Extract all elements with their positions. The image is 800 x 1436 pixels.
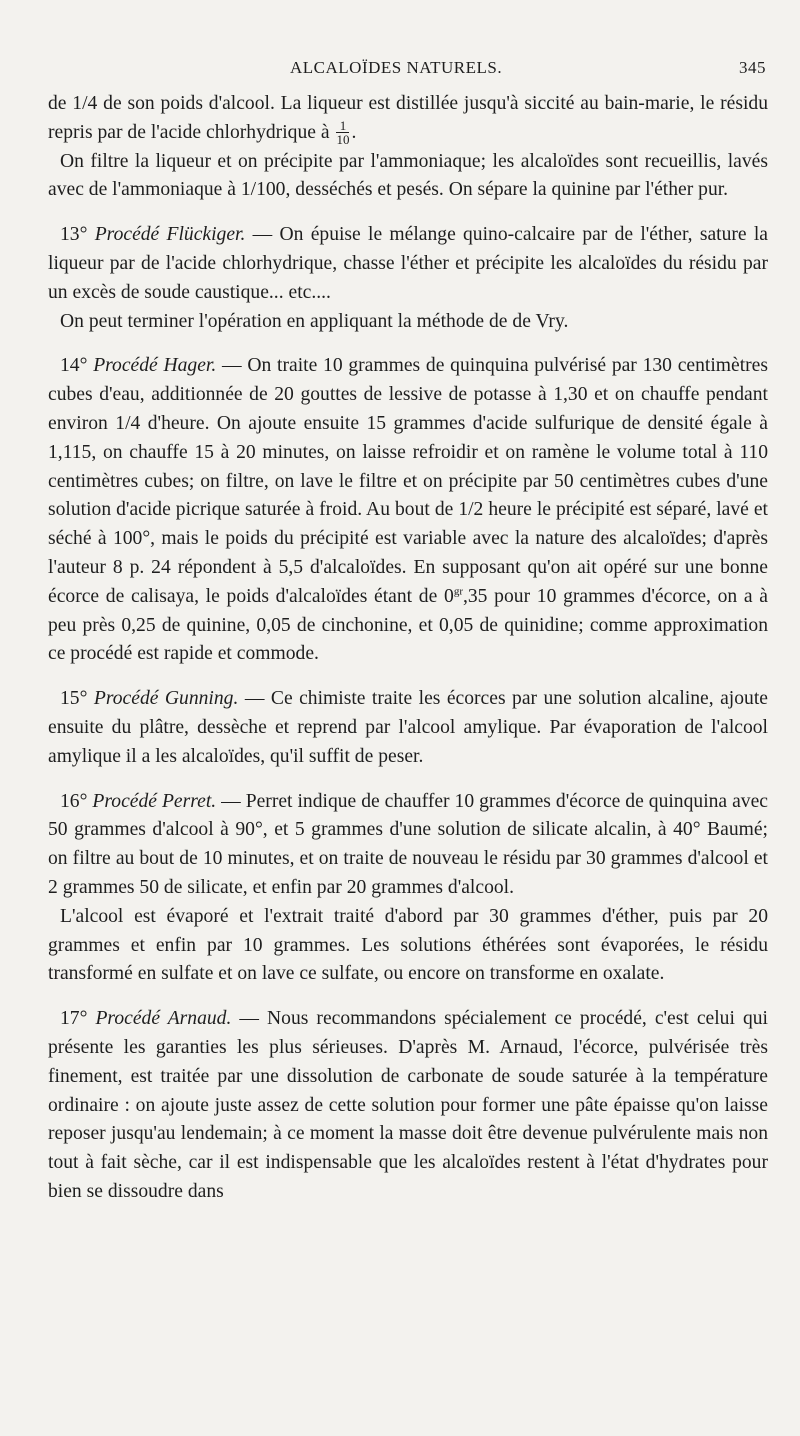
paragraph-precipitation: On filtre la liqueur et on précipite par l'ammoniaque; les alcaloïdes sont recueillis, lavés avec de l'ammoniaque à 1/100, desséchés et pesés. On sépare la quinine par l'éther pur. xyxy=(48,150,768,201)
section-text: — Ce chimiste traite les écorces par une solution alcaline, ajoute ensuite du plâtre, dessèche et reprend par l'alcool amylique. Par évaporation de l'alcool amylique il a les alcaloïdes, qu'il suffit de peser. xyxy=(48,688,768,767)
section-arnaud xyxy=(48,1005,768,1207)
section-text: ,35 pour 10 grammes d'écorce, on a à peu près 0,25 de quinine, 0,05 de cinchonine, et 0,05 de quinidine; comme approximation ce procédé est rapide et commode. xyxy=(48,585,769,665)
section-heading: Procédé Gunning. xyxy=(93,688,239,710)
section-heading: Procédé Flückiger. xyxy=(94,224,246,246)
section-gunning xyxy=(48,685,768,771)
section-text: — On traite 10 grammes de quinquina pulvérisé par 130 centimètres cubes d'eau, additionnée de 20 gouttes de lessive de potasse à 1,30 et on chauffe pendant environ 1/4 d'heure. On ajoute ensuite 15 grammes d'acide sulfurique de densité égale à 1,115, on chauffe 15 à 20 minutes, on laisse refroidir et on ramène le volume total à 110 centimètres cubes; on filtre, on lave le filtre et on précipite par 50 centimètres cubes d'une solution d'acide picrique saturée à froid. Au bout de 1/2 heure le précipité est séparé, lavé et séché à 100°, mais le poids du précipité est variable avec la nature des alcaloïdes; d'après l'auteur 8 p. 24 répondent à 5,5 d'alcaloïdes. En supposant qu'on ait opéré sur une bonne écorce de calisaya, le poids d'alcaloïdes étant de 0 xyxy=(48,355,769,607)
section-number: 14° xyxy=(60,355,88,377)
paragraph-evaporation: L'alcool est évaporé et l'extrait traité d'abord par 30 grammes d'éther, puis par 20 grammes et enfin par 10 grammes. Les solutions éthérées sont évaporées, le résidu transformé en sulfate et on lave ce sulfate, ou encore on transforme en oxalate. xyxy=(48,905,768,985)
section-number: 17° xyxy=(60,1008,88,1030)
section-number: 15° xyxy=(60,688,88,710)
section-heading: Procédé Perret. xyxy=(92,790,217,812)
section-fluckiger xyxy=(48,221,768,307)
fraction-denominator: 10 xyxy=(336,132,350,148)
section-text: — Nous recommandons spécialement ce procédé, c'est celui qui présente les garanties les plus sérieuses. D'après M. Arnaud, l'écorce, pulvérisée très finement, est traitée par une dissolution de carbonate de soude saturée à la température ordinaire : on ajoute juste assez de cette solution pour former une pâte épaisse qu'on laisse reposer jusqu'au lendemain; à ce moment la masse doit être devenue pulvérulente mais non tout à fait sèche, car il est indispensable que les alcaloïdes restent à l'état d'hydrates pour bien se dissoudre dans xyxy=(48,1008,768,1202)
running-header xyxy=(0,58,800,84)
section-perret xyxy=(48,788,768,903)
section-heading: Procédé Arnaud. xyxy=(95,1008,232,1030)
section-number: 16° xyxy=(60,790,88,812)
section-hager xyxy=(48,352,768,669)
section-text: — Perret indique de chauffer 10 grammes d'écorce de quinquina avec 50 grammes d'alcool à 90°, et 5 grammes d'une solution de silicate alcalin, à 40° Baumé; on filtre au bout de 10 minutes, et on traite de nouveau le résidu par 30 grammes d'alcool et 2 grammes 50 de silicate, et enfin par 20 grammes d'alcool. xyxy=(48,790,768,898)
paragraph-text: de 1/4 de son poids d'alcool. La liqueur est distillée jusqu'à siccité au bain-marie, le résidu repris par de l'acide chlorhydrique à xyxy=(48,93,768,143)
unit-superscript: gr xyxy=(453,585,463,598)
fraction-numerator: 1 xyxy=(339,118,347,134)
page-body xyxy=(48,90,768,1207)
fraction xyxy=(336,120,349,146)
paragraph-text: . xyxy=(351,121,357,143)
paragraph-de-vry: On peut terminer l'opération en appliquant la méthode de de Vry. xyxy=(60,310,569,332)
section-text: — On épuise le mélange quino-calcaire par de l'éther, sature la liqueur par de l'acide chlorhydrique, chasse l'éther et précipite les alcaloïdes du résidu par un excès de soude caustique... etc.... xyxy=(48,224,769,303)
running-title: ALCALOÏDES NATURELS. xyxy=(290,58,503,77)
page-number: 345 xyxy=(739,58,766,77)
section-heading: Procédé Hager. xyxy=(93,355,217,377)
paragraph-continuation xyxy=(48,90,768,148)
section-number: 13° xyxy=(60,224,88,246)
